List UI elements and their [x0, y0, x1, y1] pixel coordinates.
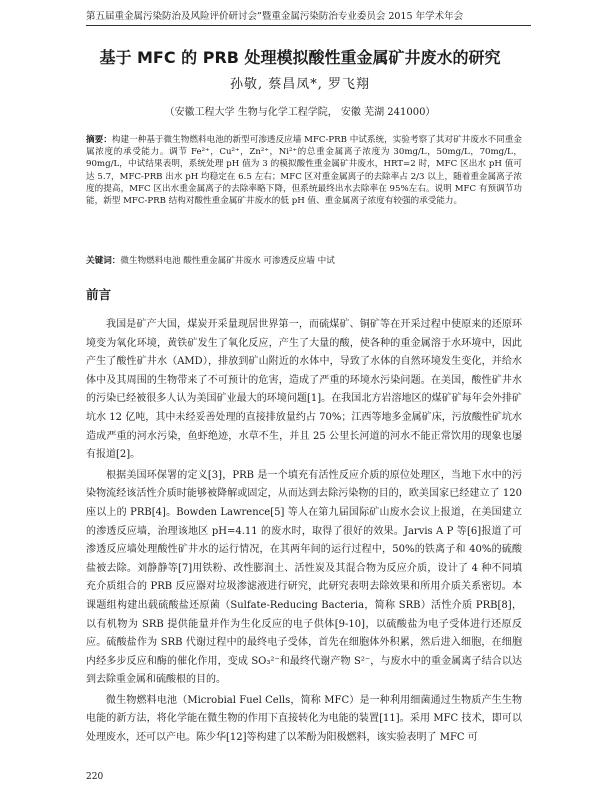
- abstract-block: [86, 134, 522, 207]
- page-number: 220: [86, 772, 104, 782]
- keywords-block: [86, 255, 522, 267]
- keywords-label: 关键词：: [86, 256, 121, 266]
- author-list: 孙敬, 蔡昌凤*, 罗飞翔: [229, 77, 371, 92]
- keywords-text: 微生物燃料电池 酸性重金属矿井废水 可渗透反应墙 中试: [120, 256, 335, 266]
- body-paragraph-1: 我国是矿产大国，煤炭开采量现居世界第一，而硫煤矿、铜矿等在开采过程中使原来的还原环境变为氧化环境，黄铁矿发生了氧化反应，产生了大量的酸，使各种的重金属溶于水环境中，因此产生了酸性矿井水（AMD），排放到矿山附近的水体中，导致了水体的自然环境发生变化，并给水体中及其周围的生物带来了不可预计的危害，造成了严重的环境水污染问题。在美国，酸性矿井水的污染已经被很多人认为美国矿业最大的环境问题[1]。在我国北方岩溶地区的煤矿矿每年会外排矿坑水 12 亿吨，其中未经妥善处理的直接排放量约占 70%；江西等地多金属矿床，污放酸性矿坑水造成严重的河水污染，鱼虾绝迹，水草不生，并且 25 公里长河道的河水不能正常饮用的现象也屡有报道[2]。: [86, 319, 522, 461]
- body-text: [86, 316, 522, 748]
- paper-title: 基于 MFC 的 PRB 处理模拟酸性重金属矿井废水的研究: [99, 48, 501, 67]
- running-head: 第五届重金属污染防治及风险评价研讨会”暨重金属污染防治专业委员会 2015 年学术年会: [86, 10, 531, 26]
- abstract-label: 摘要：: [86, 135, 112, 145]
- body-paragraph-2: 根据美国环保署的定义[3]，PRB 是一个填充有活性反应介质的原位处理区，当地下水中的污染物流经该活性介质时能够被降解或固定，从而达到去除污染物的目的，欧美国家已经建立了 120 座以上的 PRB[4]。Bowden Lawrence[5] 等人在第九届国际矿山废水会议上报道，在美国建立的渗透反应墙，治理该地区 pH=4.11 的废水时，取得了很好的效果。Jarvis A P 等[6]报道了可渗透反应墙处理酸性矿井水的运行情况，在其两年间的运行过程中，50%的铁离子和 40%的硫酸盐被去除。刘静静等[7]用铁粉、改性膨润土、活性炭及其混合物为反应介质，设计了 4 种不同填充介质组合的 PRB 反应器对垃圾渗滤液进行研究，此研究表明去除效果和所用介质关系密切。本课题组构建出载硫酸盐还原菌（Sulfate-Reducing Bacteria，简称 SRB）活性介质 PRB[8]，以有机物为 SRB 提供能量并作为生化反应的电子供体[9-10]，以硫酸盐为电子受体进行还原反应。硫酸盐作为 SRB 代谢过程中的最终电子受体，首先在细胞体外积累，然后进入细胞，在细胞内经多步反应和酶的催化作用，变成 SO₃²⁻和最终代谢产物 S²⁻，与废水中的重金属离子结合以达到去除重金属和硫酸根的目的。: [86, 469, 522, 686]
- body-paragraph-3: 微生物燃料电池（Microbial Fuel Cells，简称 MFC）是一种利用细菌通过生物质产生生物电能的新方法，将化学能在微生物的作用下直接转化为电能的装置[11]。采用 MFC 技术，即可以处理废水，还可以产电。陈少华[12]等构建了以苯酚为阳极燃料，该实验表明了 MFC 可: [86, 694, 522, 744]
- section-heading-preface: 前言: [86, 287, 112, 302]
- affiliation: （安徽工程大学 生物与化学工程学院， 安徽 芜湖 241000）: [164, 107, 436, 118]
- abstract-text: 构建一种基于微生物燃料电池的新型可渗透反应墙 MFC-PRB 中试系统，实验考察了其对矿井废水不同重金属浓度的承受能力。调节 Fe²⁺，Cu²⁺，Zn²⁺，Ni²⁺的总重金属离子浓度为 30mg/L，50mg/L，70mg/L，90mg/L，中试结果表明，系统处理 pH 值为 3 的模拟酸性重金属矿井废水，HRT=2 时，MFC 区出水 pH 值可达 5.7，MFC-PRB 出水 pH 均稳定在 6.5 左右；MFC 区对重金属离子的去除率占 2/3 以上，随着重金属离子浓度的提高，MFC 区出水重金属离子的去除率略下降，但系统最终出水去除率在 95%左右。说明 MFC 有预调节功能，新型 MFC-PRB 结构对酸性重金属矿井废水的低 pH 值、重金属离子浓度有较强的承受能力。: [86, 135, 522, 207]
